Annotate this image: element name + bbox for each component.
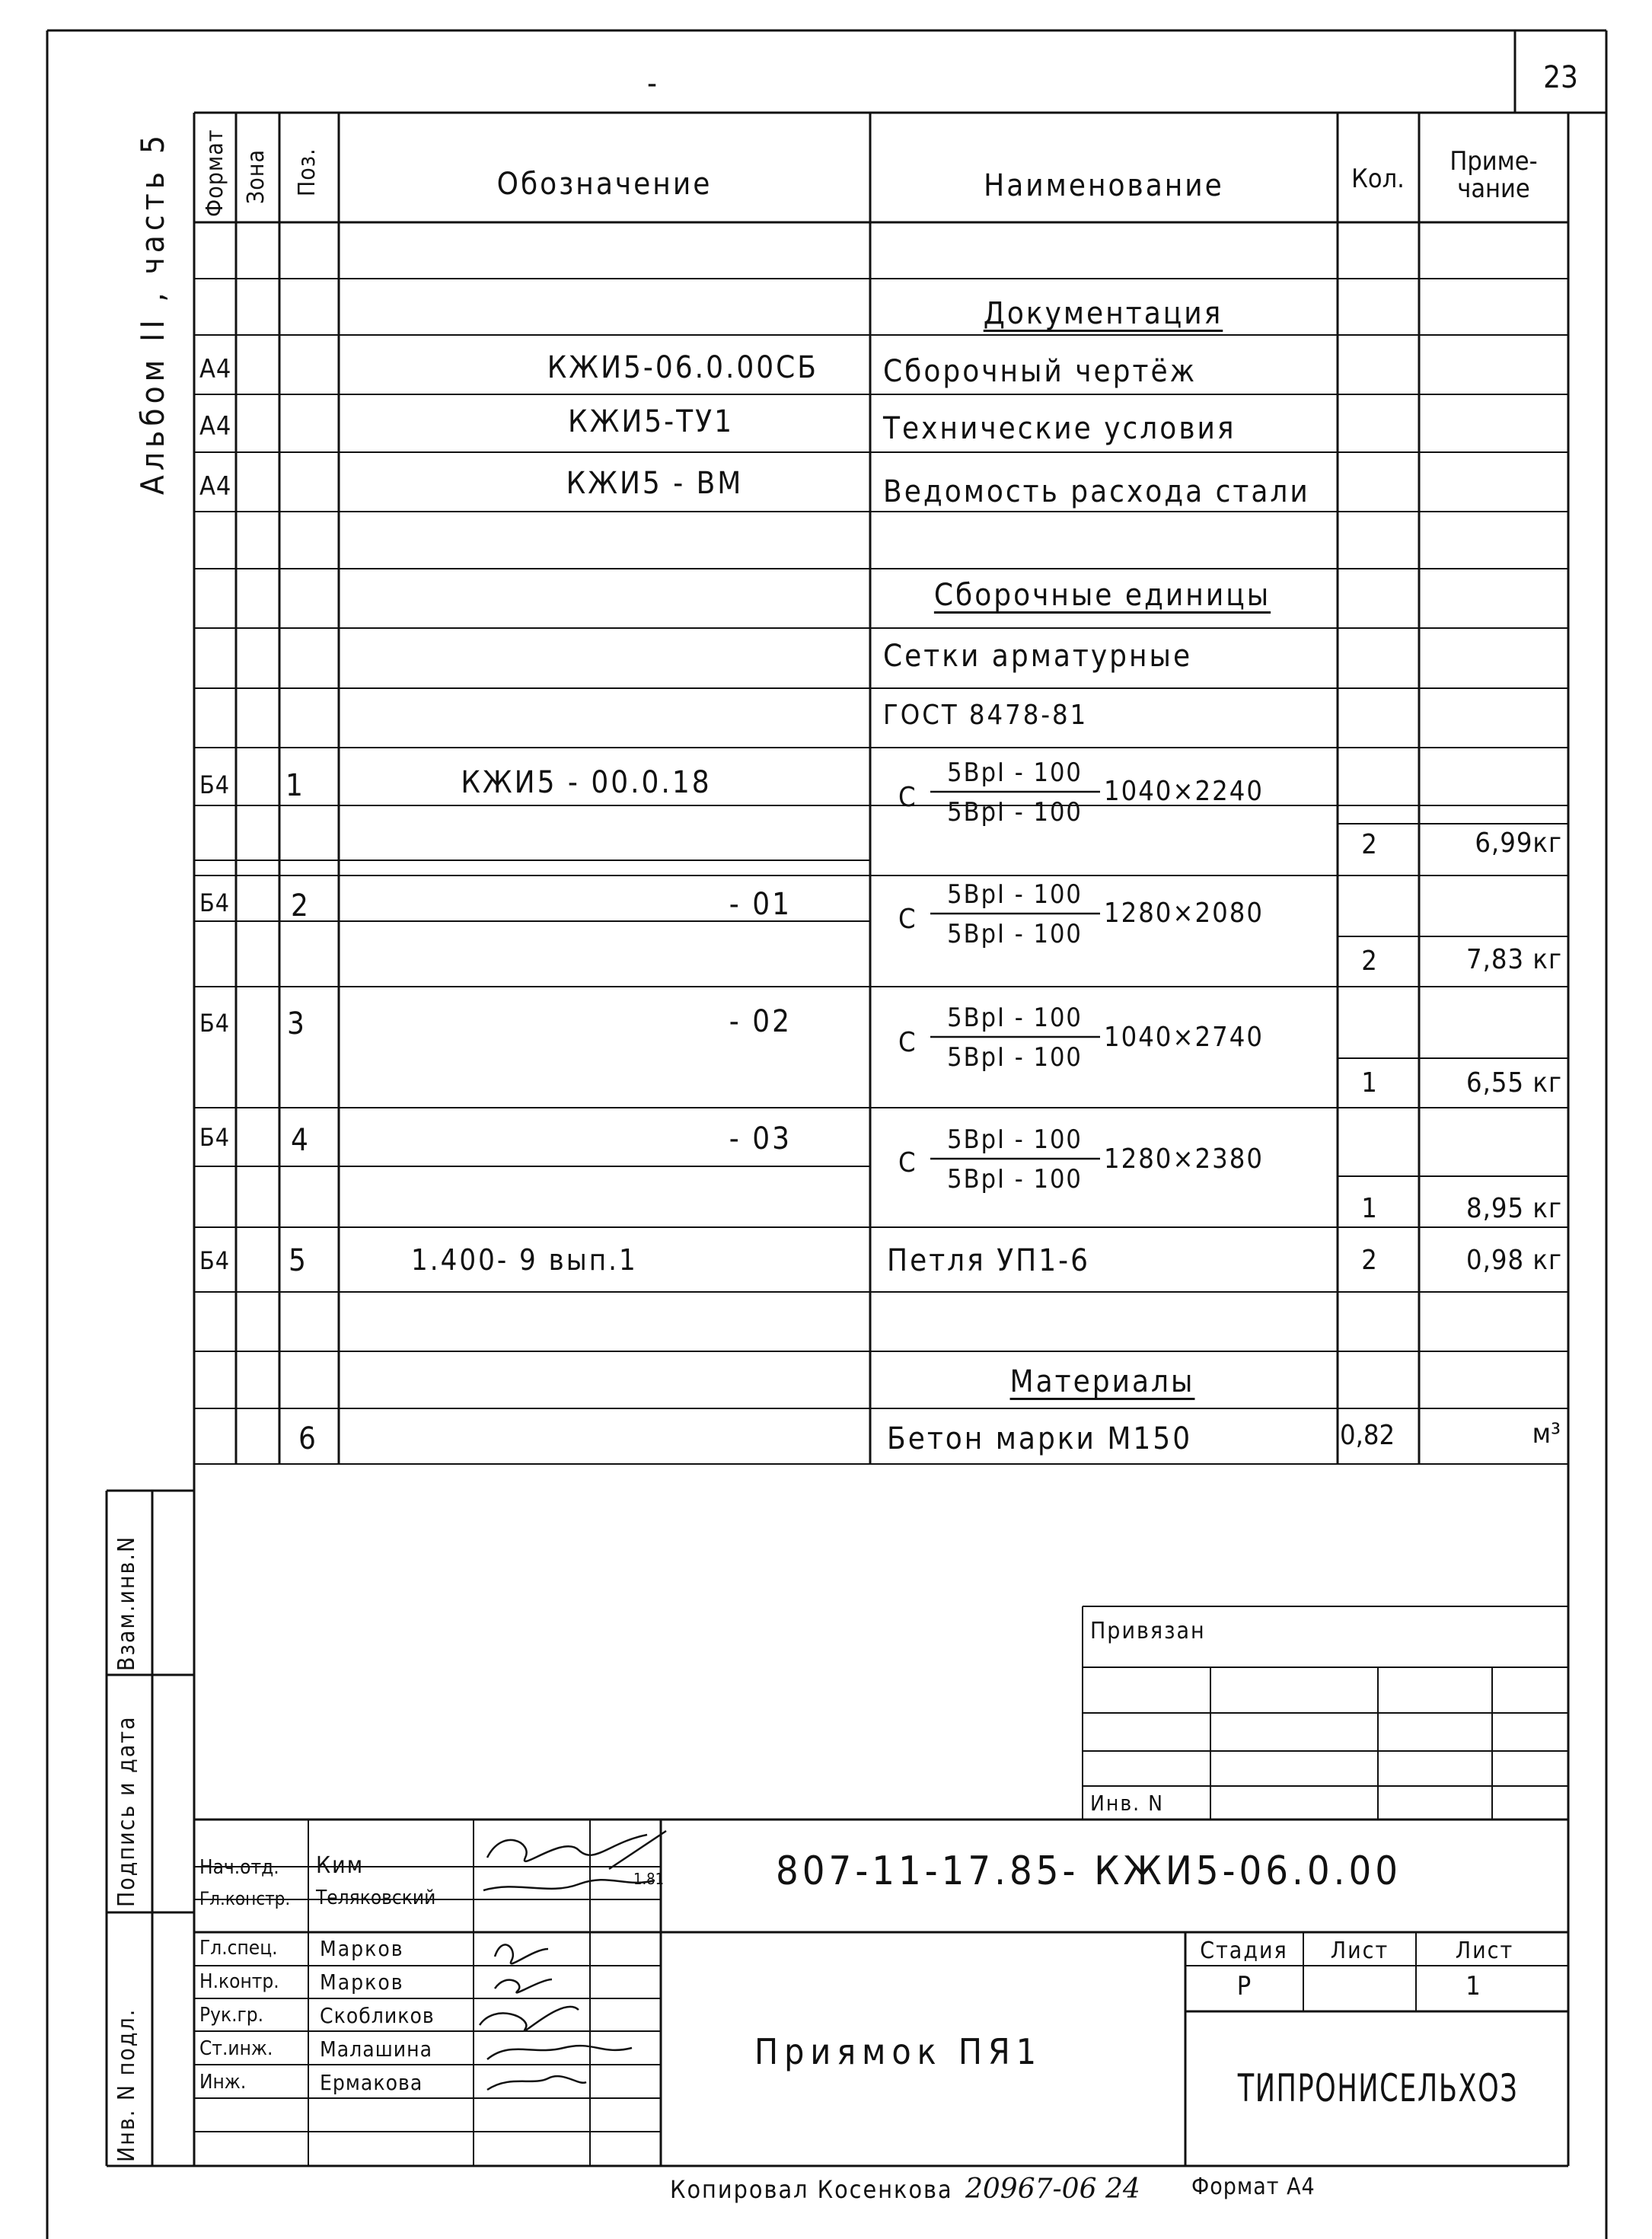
section-assemblies: Сборочные единицы	[933, 578, 1271, 613]
doc-3-name: Ведомость расхода стали	[883, 474, 1310, 509]
item-1-note: 6,99кг	[1475, 828, 1562, 859]
loop-note: 0,98 кг	[1466, 1245, 1562, 1276]
role-1: Нач.отд.	[199, 1856, 279, 1879]
role-5: Рук.гр.	[199, 2004, 264, 2027]
signature-note: 1.81	[633, 1870, 665, 1888]
privyazan-inv: Инв. N	[1090, 1791, 1164, 1816]
item-3-numerator: 5ВрI - 100	[947, 1003, 1083, 1033]
copy-number: 20967-06 24	[965, 2174, 1140, 2205]
item-3-denominator: 5ВрI - 100	[947, 1042, 1083, 1073]
item-2-note: 7,83 кг	[1466, 944, 1562, 975]
stamp-replace-inv: Взам.инв.N	[113, 1535, 140, 1671]
header-designation: Обозначение	[496, 167, 713, 202]
doc-3-format: А4	[199, 471, 232, 502]
item-1-pos: 1	[285, 768, 305, 803]
item-3-prefix: С	[898, 1027, 918, 1058]
loop-qty: 2	[1361, 1245, 1379, 1276]
stamp-inv-orig: Инв. N подл.	[113, 2008, 140, 2162]
section-documentation: Документация	[983, 296, 1223, 331]
header-format: Формат	[202, 129, 228, 217]
item-4-note: 8,95 кг	[1466, 1193, 1562, 1224]
header-note: Приме- чание	[1449, 146, 1538, 204]
role-5-name: Скобликов	[320, 2003, 435, 2028]
item-4-pos: 4	[291, 1123, 311, 1158]
item-3-pos: 3	[287, 1006, 307, 1041]
doc-1-format: А4	[199, 354, 232, 384]
item-2-numerator: 5ВрI - 100	[947, 879, 1083, 910]
role-3: Гл.спец.	[199, 1937, 278, 1960]
doc-1-name: Сборочный чертёж	[883, 354, 1198, 389]
doc-2-designation: КЖИ5-ТУ1	[568, 404, 734, 439]
item-2-pos: 2	[291, 888, 311, 923]
doc-2-name: Технические условия	[883, 411, 1236, 446]
header-qty: Кол.	[1351, 164, 1405, 194]
loop-format: Б4	[199, 1246, 231, 1275]
item-1-prefix: С	[898, 782, 918, 813]
header-zone: Зона	[243, 149, 269, 204]
item-4-qty: 1	[1361, 1193, 1379, 1224]
loop-designation: 1.400- 9 вып.1	[411, 1243, 638, 1277]
item-2-denominator: 5ВрI - 100	[947, 919, 1083, 949]
organization: ТИПРОНИСЕЛЬХОЗ	[1237, 2066, 1519, 2110]
item-4-format: Б4	[199, 1123, 231, 1152]
sheet-number: 23	[1543, 60, 1578, 95]
item-3-note: 6,55 кг	[1466, 1067, 1562, 1099]
stamp-sign-date: Подпись и дата	[113, 1715, 140, 1907]
item-2-size: 1280×2080	[1104, 898, 1264, 929]
section-materials: Материалы	[1009, 1364, 1195, 1399]
doc-2-format: А4	[199, 411, 232, 442]
item-4-size: 1280×2380	[1104, 1143, 1264, 1175]
stage-value: Р	[1236, 1971, 1252, 2001]
sheets-label: Лист	[1455, 1938, 1514, 1964]
role-2: Гл.констр.	[199, 1888, 291, 1909]
copied-label: Копировал Косенкова	[670, 2175, 953, 2204]
concrete-qty: 0,82	[1340, 1420, 1395, 1451]
sheets-value: 1	[1465, 1971, 1481, 2001]
doc-name: Приямок ПЯ1	[754, 2031, 1043, 2072]
item-3-designation: - 02	[729, 1004, 792, 1039]
stage-label: Стадия	[1200, 1938, 1288, 1964]
role-7: Инж.	[199, 2071, 247, 2094]
concrete-pos: 6	[298, 1421, 318, 1456]
role-7-name: Ермакова	[320, 2070, 423, 2095]
role-2-name: Теляковский	[316, 1887, 436, 1909]
item-1-designation: КЖИ5 - 00.0.18	[461, 765, 712, 800]
item-2-designation: - 01	[729, 887, 792, 922]
item-1-size: 1040×2240	[1104, 776, 1264, 807]
role-4: Н.контр.	[199, 1970, 279, 1993]
doc-3-designation: КЖИ5 - ВМ	[566, 466, 744, 501]
loop-name: Петля УП1-6	[887, 1243, 1091, 1278]
item-2-prefix: С	[898, 904, 918, 935]
privyazan-label: Привязан	[1090, 1618, 1206, 1644]
item-1-numerator: 5ВрI - 100	[947, 757, 1083, 788]
sheet-label: Лист	[1330, 1938, 1389, 1964]
doc-1-designation: КЖИ5-06.0.00СБ	[547, 350, 818, 385]
item-4-denominator: 5ВрI - 100	[947, 1164, 1083, 1194]
role-6-name: Малашина	[320, 2036, 433, 2062]
item-3-qty: 1	[1361, 1067, 1379, 1099]
item-1-denominator: 5ВрI - 100	[947, 797, 1083, 828]
format-label: Формат А4	[1191, 2174, 1316, 2200]
item-2-qty: 2	[1361, 946, 1379, 977]
doc-code: 807-11-17.85- КЖИ5-06.0.00	[776, 1848, 1402, 1894]
role-3-name: Марков	[320, 1936, 404, 1961]
header-name: Наименование	[984, 168, 1224, 203]
header-pos: Поз.	[294, 148, 321, 196]
role-1-name: Ким	[316, 1852, 365, 1879]
mesh-standard: ГОСТ 8478-81	[883, 700, 1089, 731]
item-1-qty: 2	[1361, 829, 1379, 860]
item-4-designation: - 03	[729, 1121, 792, 1156]
role-6: Ст.инж.	[199, 2037, 273, 2060]
item-4-prefix: С	[898, 1147, 918, 1179]
item-3-size: 1040×2740	[1104, 1022, 1264, 1053]
item-1-format: Б4	[199, 770, 231, 799]
top-dash-mark: -	[647, 66, 657, 101]
album-side-label: Альбом II , часть 5	[134, 130, 171, 495]
item-2-format: Б4	[199, 888, 231, 917]
role-4-name: Марков	[320, 1969, 404, 1995]
concrete-name: Бетон марки М150	[887, 1421, 1193, 1456]
item-3-format: Б4	[199, 1009, 231, 1038]
item-4-numerator: 5ВрI - 100	[947, 1124, 1083, 1155]
concrete-note: м³	[1532, 1418, 1561, 1450]
mesh-title: Сетки арматурные	[883, 639, 1193, 674]
loop-pos: 5	[289, 1243, 308, 1278]
